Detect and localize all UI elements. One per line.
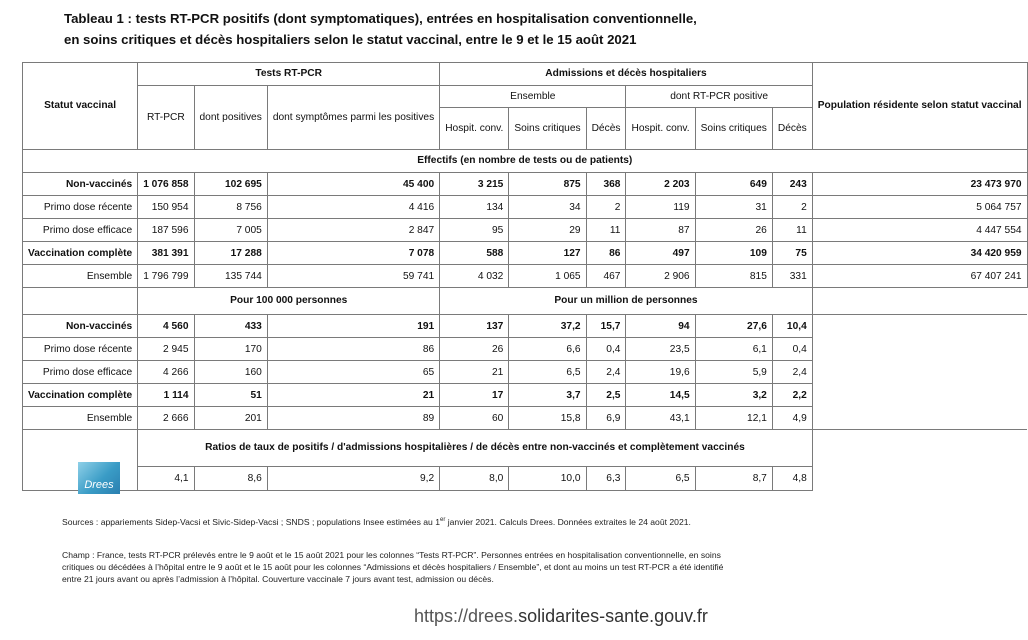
table-cell: 65 [267, 361, 439, 384]
title-line-2: en soins critiques et décès hospitaliers selon le statut vaccinal, entre le 9 et le 15 août 2021 [64, 32, 637, 47]
header-hospit-conv-1: Hospit. conv. [440, 108, 509, 150]
table-row [23, 265, 1028, 288]
table-cell: 368 [586, 173, 626, 196]
table-cell: 94 [626, 315, 695, 338]
table-cell: 4 447 554 [812, 219, 1027, 242]
table-cell: 7 078 [267, 242, 439, 265]
table-cell: 2 [772, 196, 812, 219]
table-row [23, 384, 1028, 407]
header-dont-positives: dont positives [194, 86, 267, 150]
table-cell: 27,6 [695, 315, 772, 338]
table-row [23, 407, 1028, 430]
row-label: Primo dose efficace [23, 361, 138, 384]
table-row [23, 338, 1028, 361]
section-pour-100000: Pour 100 000 personnes [138, 288, 440, 315]
row-label: Primo dose récente [23, 196, 138, 219]
url-domain: solidarites-sante.gouv.fr [518, 606, 708, 626]
ratios-row [23, 467, 1028, 491]
blank-cell [812, 338, 1027, 361]
row-label: Primo dose récente [23, 338, 138, 361]
header-admissions-deces: Admissions et décès hospitaliers [440, 63, 813, 86]
section-ratios: Ratios de taux de positifs / d'admissions hospitalières / de décès entre non-vaccinés et complètement vaccinés [138, 430, 813, 467]
row-label: Vaccination complète [23, 242, 138, 265]
table-cell: 21 [440, 361, 509, 384]
title-line-1: Tableau 1 : tests RT-PCR positifs (dont symptomatiques), entrées en hospitalisation conventionnelle, [64, 11, 697, 26]
header-tests-rt-pcr: Tests RT-PCR [138, 63, 440, 86]
table-cell: 6,5 [509, 361, 586, 384]
table-cell: 134 [440, 196, 509, 219]
source-url[interactable] [414, 606, 708, 627]
table-cell: 137 [440, 315, 509, 338]
table-cell: 5 064 757 [812, 196, 1027, 219]
table-row [23, 242, 1028, 265]
table-cell: 119 [626, 196, 695, 219]
table-cell: 6,9 [586, 407, 626, 430]
table-cell: 10,4 [772, 315, 812, 338]
table-cell: 2 203 [626, 173, 695, 196]
table-cell: 29 [509, 219, 586, 242]
sources-text-b: janvier 2021. Calculs Drees. Données extraites le 24 août 2021. [445, 516, 691, 527]
header-deces-2: Décès [772, 108, 812, 150]
row-label: Non-vaccinés [23, 315, 138, 338]
ratio-cell: 4,8 [772, 467, 812, 491]
table-cell: 815 [695, 265, 772, 288]
table-cell: 2 945 [138, 338, 194, 361]
table-row [23, 361, 1028, 384]
table-cell: 201 [194, 407, 267, 430]
blank-cell [23, 288, 138, 315]
table-cell: 187 596 [138, 219, 194, 242]
table-cell: 26 [440, 338, 509, 361]
table-cell: 2,4 [772, 361, 812, 384]
row-label: Vaccination complète [23, 384, 138, 407]
table-cell: 17 288 [194, 242, 267, 265]
table-cell: 95 [440, 219, 509, 242]
table-cell: 191 [267, 315, 439, 338]
ratio-cell: 6,5 [626, 467, 695, 491]
row-label: Non-vaccinés [23, 173, 138, 196]
effectifs-rows [23, 173, 1028, 288]
table-cell: 37,2 [509, 315, 586, 338]
header-dont-rt-pcr-positive: dont RT-PCR positive [626, 86, 812, 108]
ratio-cell: 10,0 [509, 467, 586, 491]
header-dont-symptomes: dont symptômes parmi les positives [267, 86, 439, 150]
champ-note: Champ : France, tests RT-PCR prélevés entre le 9 août et le 15 août 2021 pour les colonnes “Tests RT-PCR”. Personnes entrées en hospitalisation conventionnelle, en soins critiques ou décédées à l’hôpital entre le 9 août et le 15 août pour les colonnes “Admissions et décès hospitaliers / Ensemble”, et dont au moins un test RT-PCR a été identifié entre 21 jours avant ou après l’admission à l’hôpital. Couverture vaccinale 7 jours avant test, admission ou décès. [62, 550, 724, 584]
ratio-cell: 9,2 [267, 467, 439, 491]
header-hospit-conv-2: Hospit. conv. [626, 108, 695, 150]
table-cell: 86 [267, 338, 439, 361]
table-cell: 588 [440, 242, 509, 265]
table-cell: 331 [772, 265, 812, 288]
sources-sup: er [440, 517, 446, 523]
header-soins-critiques-1: Soins critiques [509, 108, 586, 150]
table-cell: 51 [194, 384, 267, 407]
table-cell: 60 [440, 407, 509, 430]
blank-cell [812, 407, 1027, 430]
header-soins-critiques-2: Soins critiques [695, 108, 772, 150]
table-cell: 43,1 [626, 407, 695, 430]
table-cell: 7 005 [194, 219, 267, 242]
table-cell: 497 [626, 242, 695, 265]
table-cell: 59 741 [267, 265, 439, 288]
header-population: Population résidente selon statut vaccinal [812, 63, 1027, 150]
table-cell: 0,4 [772, 338, 812, 361]
table-cell: 75 [772, 242, 812, 265]
blank-cell [812, 288, 1027, 315]
table-cell: 86 [586, 242, 626, 265]
row-label: Primo dose efficace [23, 219, 138, 242]
ratio-cell: 6,3 [586, 467, 626, 491]
table-cell: 1 114 [138, 384, 194, 407]
table-cell: 34 [509, 196, 586, 219]
ratio-cell: 8,7 [695, 467, 772, 491]
table-cell: 87 [626, 219, 695, 242]
table-cell: 8 756 [194, 196, 267, 219]
vaccination-status-table [22, 62, 1028, 491]
table-cell: 3,2 [695, 384, 772, 407]
table-cell: 160 [194, 361, 267, 384]
blank-cell [812, 361, 1027, 384]
table-cell: 4 560 [138, 315, 194, 338]
url-prefix: https://drees. [414, 606, 519, 626]
table-row [23, 315, 1028, 338]
table-cell: 34 420 959 [812, 242, 1027, 265]
table-cell: 0,4 [586, 338, 626, 361]
table-cell: 21 [267, 384, 439, 407]
table-cell: 12,1 [695, 407, 772, 430]
table-cell: 26 [695, 219, 772, 242]
blank-cell [812, 315, 1027, 338]
blank-cell [23, 430, 138, 467]
table-cell: 2 906 [626, 265, 695, 288]
table-cell: 14,5 [626, 384, 695, 407]
section-effectifs: Effectifs (en nombre de tests ou de patients) [23, 150, 1028, 173]
drees-logo-text: Drees [84, 479, 114, 491]
table-cell: 1 076 858 [138, 173, 194, 196]
table-cell: 6,6 [509, 338, 586, 361]
drees-logo [78, 462, 120, 494]
table-cell: 15,8 [509, 407, 586, 430]
table-row [23, 173, 1028, 196]
table-cell: 135 744 [194, 265, 267, 288]
ratio-cell: 8,6 [194, 467, 267, 491]
table-cell: 11 [772, 219, 812, 242]
row-label: Ensemble [23, 407, 138, 430]
table-cell: 381 391 [138, 242, 194, 265]
table-cell: 170 [194, 338, 267, 361]
taux-rows [23, 315, 1028, 430]
table-cell: 23 473 970 [812, 173, 1027, 196]
table-cell: 11 [586, 219, 626, 242]
table-cell: 127 [509, 242, 586, 265]
table-cell: 2,4 [586, 361, 626, 384]
blank-cell [812, 384, 1027, 407]
header-rt-pcr: RT-PCR [138, 86, 194, 150]
table-cell: 2 847 [267, 219, 439, 242]
table-cell: 467 [586, 265, 626, 288]
table-cell: 109 [695, 242, 772, 265]
header-ensemble: Ensemble [440, 86, 626, 108]
table-cell: 2 [586, 196, 626, 219]
table-cell: 102 695 [194, 173, 267, 196]
table-cell: 6,1 [695, 338, 772, 361]
row-label: Ensemble [23, 265, 138, 288]
header-statut-vaccinal: Statut vaccinal [23, 63, 138, 150]
table-cell: 1 796 799 [138, 265, 194, 288]
table-cell: 89 [267, 407, 439, 430]
table-row [23, 219, 1028, 242]
table-cell: 67 407 241 [812, 265, 1027, 288]
table-title [64, 8, 754, 50]
table-cell: 2,2 [772, 384, 812, 407]
blank-cell [812, 467, 1027, 491]
table-cell: 2 666 [138, 407, 194, 430]
blank-cell [812, 430, 1027, 467]
table-cell: 15,7 [586, 315, 626, 338]
table-cell: 3,7 [509, 384, 586, 407]
table-cell: 649 [695, 173, 772, 196]
table-cell: 45 400 [267, 173, 439, 196]
table-cell: 19,6 [626, 361, 695, 384]
table-cell: 17 [440, 384, 509, 407]
table-cell: 23,5 [626, 338, 695, 361]
ratio-cell: 8,0 [440, 467, 509, 491]
table-cell: 433 [194, 315, 267, 338]
table-cell: 4 266 [138, 361, 194, 384]
header-deces-1: Décès [586, 108, 626, 150]
table-cell: 4 032 [440, 265, 509, 288]
table-cell: 243 [772, 173, 812, 196]
table-cell: 4 416 [267, 196, 439, 219]
table-cell: 5,9 [695, 361, 772, 384]
section-pour-un-million: Pour un million de personnes [440, 288, 813, 315]
table-cell: 875 [509, 173, 586, 196]
table-cell: 4,9 [772, 407, 812, 430]
table-cell: 3 215 [440, 173, 509, 196]
table-cell: 150 954 [138, 196, 194, 219]
table-cell: 31 [695, 196, 772, 219]
ratio-cell: 4,1 [138, 467, 194, 491]
table-cell: 2,5 [586, 384, 626, 407]
table-row [23, 196, 1028, 219]
sources-text-a: Sources : appariements Sidep-Vacsi et Sivic-Sidep-Vacsi ; SNDS ; populations Insee estimées au 1 [62, 516, 440, 527]
sources-note [62, 515, 742, 529]
table-cell: 1 065 [509, 265, 586, 288]
